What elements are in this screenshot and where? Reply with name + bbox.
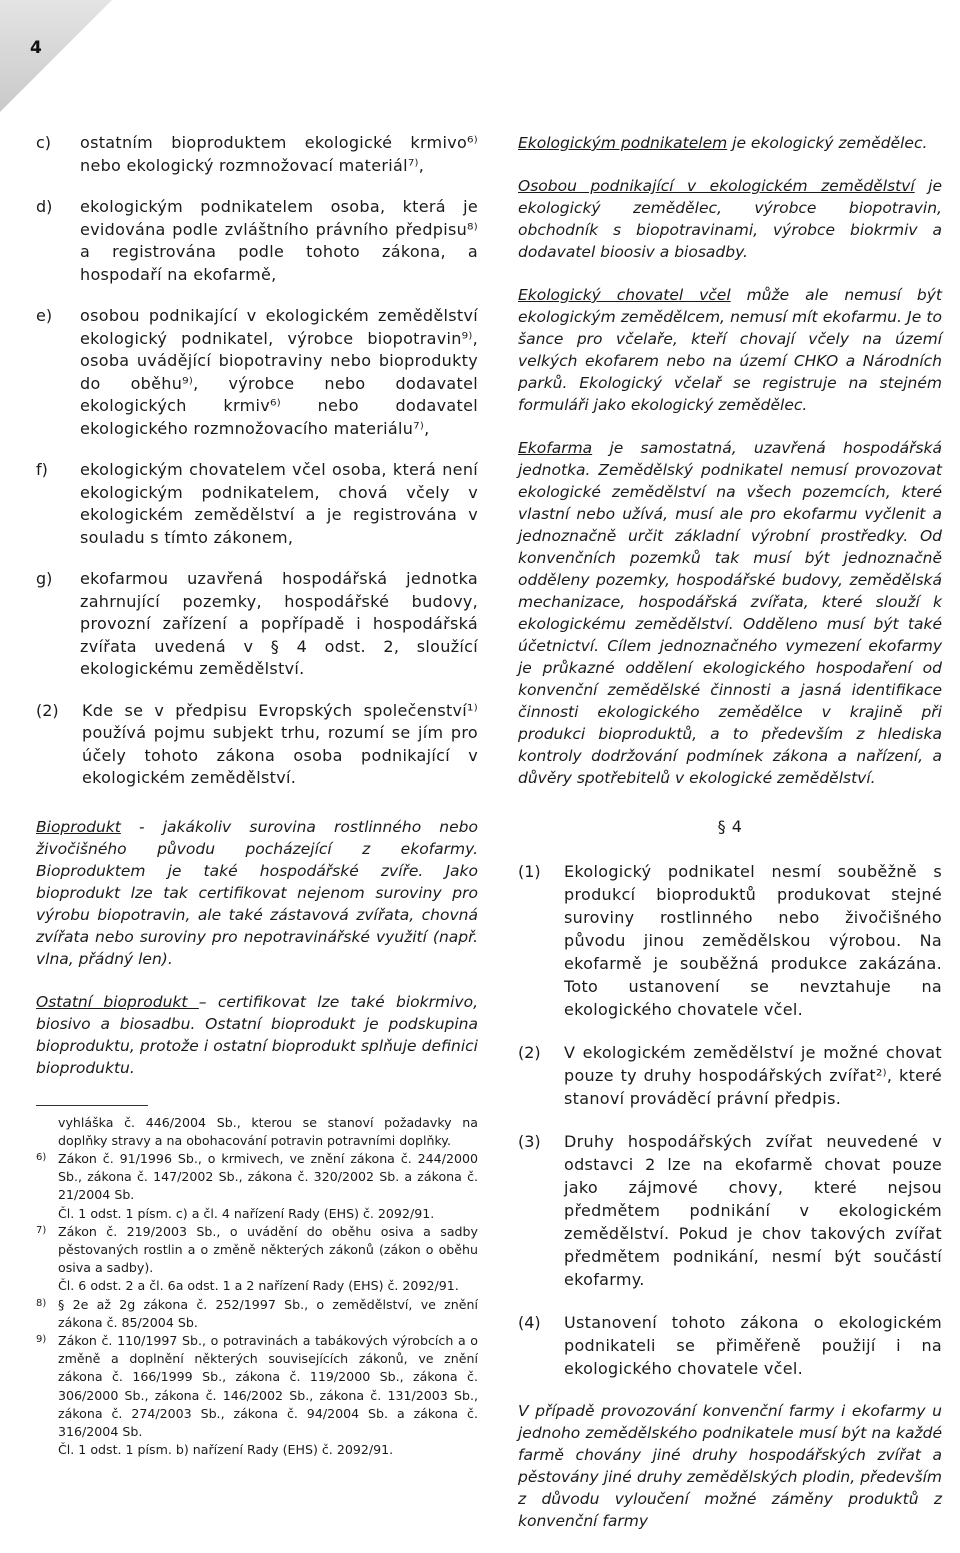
note-term: Osobou podnikající v ekologickém zemědělství — [518, 177, 915, 195]
item-label: g) — [36, 569, 53, 588]
item-text: ekofarmou uzavřená hospodářská jednotka zahrnující pozemky, hospodářské budovy, provozní zařízení a popřípadě i hospodářská zvířata uvedená v § 4 odst. 2, sloužící ekologickému zemědělství. — [80, 569, 478, 678]
note-text: je samostatná, uzavřená hospodářská jednotka. Zemědělský podnikatel nemusí provozovat ekologické zemědělství na všech pozemcích, které vlastní nebo užívá, musí ale pro ekofarmu vyčlenit a jednoznačně určit základní výrobní prostředky. Od konvenčních pozemků tak musí být jednoznačně odděleny pozemky, hospodářské budovy, zemědělská mechanizace, hospodářská zvířata, které slouží k ekologickému zemědělství. Odděleno musí být také účetnictví. Cílem jednoznačného vymezení ekofarmy je průkazné oddělení ekologického hospodaření od konvenční zemědělské činnosti a jasná identifikace činnosti ekologického zemědělce v krajině při produkci bioproduktů, a to především z hlediska kontroly dodržování podmínek zákona a nařízení, a důvěry spotřebitelů v ekologické zemědělství. — [518, 439, 942, 787]
footnote-number — [36, 1441, 58, 1459]
item-text: ekologickým chovatelem včel osoba, která není ekologickým podnikatelem, chová včely v ekologickém zemědělství a je registrována v souladu s tímto zákonem, — [80, 460, 478, 547]
footnote-text: Čl. 1 odst. 1 písm. c) a čl. 4 nařízení Rady (EHS) č. 2092/91. — [58, 1205, 435, 1221]
paragraph-text: V ekologickém zemědělství je možné chovat pouze ty druhy hospodářských zvířat²⁾, které stanoví prováděcí právní předpis. — [564, 1043, 942, 1108]
footnote-number: 8) — [36, 1297, 47, 1309]
footnote-text: Zákon č. 110/1997 Sb., o potravinách a tabákových výrobcích a o změně a doplnění některých souvisejících zákonů, ve znění zákona č. 166/1999 Sb., zákona č. 119/2000 Sb., zákona č. 306/2000 Sb., zákona č. 146/2002 Sb., zákona č. 131/2003 Sb., zákona č. 274/2003 Sb., zákona č. 94/2004 Sb. a zákona č. 316/2004 Sb. — [58, 1332, 478, 1439]
footnote-divider — [36, 1105, 148, 1106]
note-term: Ekologickým podnikatelem — [518, 134, 728, 152]
left-column — [36, 132, 478, 1459]
note-term: Ekofarma — [518, 439, 593, 457]
page-number: 4 — [30, 38, 42, 58]
final-note: V případě provozování konvenční farmy i ekofarmy u jednoho zemědělského podnikatele musí být na každé farmě chovány jiné druhy hospodářských zvířat a pěstovány jiné druhy zemědělských plodin, především z důvodu vyloučení možné záměny produktů z konvenční farmy — [518, 1402, 942, 1530]
section-paragraph — [518, 1041, 942, 1110]
footnote-text: Čl. 6 odst. 2 a čl. 6a odst. 1 a 2 nařízení Rady (EHS) č. 2092/91. — [58, 1278, 459, 1294]
footnote-text: Zákon č. 91/1996 Sb., o krmivech, ve znění zákona č. 244/2000 Sb., zákona č. 147/2002 Sb., zákona č. 320/2002 Sb. a zákona č. 21/2004 Sb. — [58, 1150, 478, 1203]
footnote-number: 6) — [36, 1151, 47, 1163]
list-item — [36, 196, 478, 286]
footnote-text: vyhláška č. 446/2004 Sb., kterou se stanoví požadavky na doplňky stravy a na obohacování potravin potravními doplňky. — [58, 1114, 478, 1148]
paragraph-label: (1) — [518, 862, 541, 881]
footnote-number — [36, 1114, 58, 1150]
list-item — [36, 132, 478, 177]
note-term: Ostatní bioprodukt — [36, 992, 199, 1011]
footnote — [36, 1296, 478, 1332]
page-corner-tab — [0, 0, 112, 112]
footnote — [36, 1277, 478, 1295]
note-text: je ekologický zemědělec, výrobce biopotravin, obchodník s biopotravinami, výrobce biokrmiv a dodavatel bioosiv a biosadby. — [518, 177, 942, 261]
item-text: osobou podnikající v ekologickém zemědělství ekologický podnikatel, výrobce biopotravin⁹⁾, osoba uvádějící biopotraviny nebo bioprodukty do oběhu⁹⁾, výrobce nebo dodavatel ekologických krmiv⁶⁾ nebo dodavatel ekologického rozmnožovacího materiálu⁷⁾, — [80, 306, 478, 438]
footnote — [36, 1205, 478, 1223]
paragraph-text: Kde se v předpisu Evropských společenství¹⁾ používá pojmu subjekt trhu, rozumí se jím pro účely tohoto zákona osoba podnikající v ekologickém zemědělství. — [82, 700, 478, 787]
footnote-text: Čl. 1 odst. 1 písm. b) nařízení Rady (EHS) č. 2092/91. — [58, 1442, 394, 1458]
note-term: Ekologický chovatel včel — [518, 286, 731, 304]
section-paragraph — [518, 860, 942, 1021]
note-ekologicky-podnikatel — [518, 132, 942, 154]
footnote-text: § 2e až 2g zákona č. 252/1997 Sb., o zemědělství, ve znění zákona č. 85/2004 Sb. — [58, 1296, 478, 1330]
section-paragraph — [518, 1130, 942, 1291]
item-label: c) — [36, 133, 52, 152]
list-item — [36, 459, 478, 549]
item-label: e) — [36, 306, 53, 325]
footnote-number — [36, 1205, 58, 1223]
note-chovatel-vcel — [518, 284, 942, 416]
footnote-number — [36, 1277, 58, 1295]
list-item — [36, 568, 478, 681]
item-label: f) — [36, 460, 48, 479]
footnote-text: Zákon č. 219/2003 Sb., o uvádění do oběhu osiva a sadby pěstovaných rostlin a o změně některých zákonů (zákon o oběhu osiva a sadby). — [58, 1223, 478, 1276]
footnote — [36, 1441, 478, 1459]
note-text: může ale nemusí být ekologickým zemědělcem, nemusí mít ekofarmu. Je to šance pro včelaře, kteří chovají včely na území velkých ekofarem nebo na území CHKO a Národních parků. Ekologický včelař se registruje na stejném formuláři jako ekologický zemědělec. — [518, 286, 943, 414]
note-text: je ekologický zemědělec. — [727, 134, 928, 152]
note-ekofarma — [518, 437, 942, 789]
paragraph-label: (2) — [518, 1043, 541, 1062]
footnote-number: 7) — [36, 1224, 47, 1236]
footnote-number: 9) — [36, 1333, 47, 1345]
footnote — [36, 1332, 478, 1441]
note-osoba-podnikajici — [518, 175, 942, 263]
list-item — [36, 305, 478, 440]
paragraph-label: (2) — [36, 700, 59, 720]
item-text: ostatním bioproduktem ekologické krmivo⁶⁾ nebo ekologický rozmnožovací materiál⁷⁾, — [80, 133, 478, 175]
right-column — [518, 132, 942, 1553]
footnote — [36, 1223, 478, 1278]
note-bioprodukt — [36, 816, 478, 970]
footnotes — [36, 1114, 478, 1460]
item-text: ekologickým podnikatelem osoba, která je evidována podle zvláštního právního předpisu⁸⁾ a registrována podle tohoto zákona, a hospodaří na ekofarmě, — [80, 197, 478, 284]
footnote — [36, 1114, 478, 1150]
note-ostatni-bioprodukt — [36, 991, 478, 1079]
note-text: - jakákoliv surovina rostlinného nebo živočišného původu pocházející z ekofarmy. Bioproduktem je také hospodářské zvíře. Jako bioprodukt lze tak certifikovat nejenom suroviny pro výrobu biopotravin, ale také zástavová zvířata, chovná zvířata nebo suroviny pro nepotravinářské využití (např. vlna, přádný len). — [36, 817, 478, 968]
paragraph-2 — [36, 700, 478, 790]
paragraph-text: Ekologický podnikatel nesmí souběžně s produkcí bioproduktů produkovat stejné suroviny rostlinného nebo živočišného původu jinou zemědělskou výrobou. Na ekofarmě je souběžná produkce zakázána. Toto ustanovení se nevztahuje na ekologického chovatele včel. — [564, 862, 942, 1019]
note-term: Bioprodukt — [36, 817, 121, 836]
paragraph-label: (3) — [518, 1132, 541, 1151]
item-label: d) — [36, 197, 53, 216]
section-paragraph — [518, 1311, 942, 1380]
section-heading: § 4 — [717, 817, 743, 836]
paragraph-text: Druhy hospodářských zvířat neuvedené v odstavci 2 lze na ekofarmě chovat pouze jako zájmové chovy, které nejsou předmětem podnikání v ekologickém zemědělství. Pokud je chov takových zvířat předmětem podnikání, nesmí být součástí ekofarmy. — [564, 1132, 942, 1289]
note-text: – certifikovat lze také biokrmivo, biosivo a biosadbu. Ostatní bioprodukt je podskupina bioproduktu, protože i ostatní bioprodukt splňuje definici bioproduktu. — [36, 992, 478, 1077]
paragraph-text: Ustanovení tohoto zákona o ekologickém podnikateli se přiměřeně použijí i na ekologického chovatele včel. — [564, 1313, 942, 1378]
footnote — [36, 1150, 478, 1205]
paragraph-label: (4) — [518, 1313, 541, 1332]
